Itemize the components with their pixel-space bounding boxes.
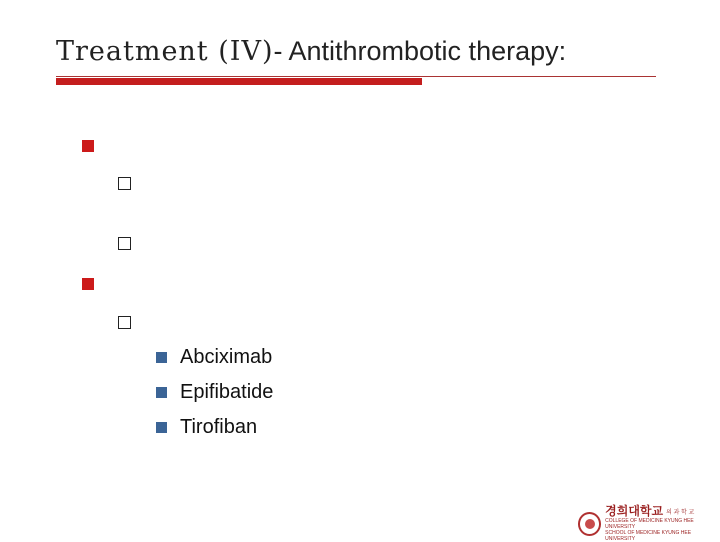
red-square-bullet-icon: [82, 140, 94, 152]
logo-university-name: 경희대학교: [605, 504, 664, 518]
blue-square-bullet-icon: [156, 387, 167, 398]
slide-title: [56, 36, 566, 67]
logo-side-text: 의 과 학 교: [666, 510, 695, 516]
title-accent-bar: [56, 78, 422, 85]
title-main: Treatment (IV): [56, 36, 274, 67]
drug-list-item: [156, 416, 257, 439]
university-seal-icon: [578, 512, 601, 536]
drug-list-item: [156, 346, 272, 369]
blue-square-bullet-icon: [156, 352, 167, 363]
university-logo: [578, 505, 720, 542]
logo-subtitle-2: SCHOOL OF MEDICINE KYUNG HEE UNIVERSITY: [605, 530, 692, 542]
hollow-square-bullet-icon: [118, 316, 131, 329]
drug-name: Tirofiban: [180, 416, 258, 438]
drug-name: Abciximab: [180, 346, 273, 368]
hollow-square-bullet-icon: [118, 237, 131, 250]
logo-subtitle-1: COLLEGE OF MEDICINE KYUNG HEE UNIVERSITY: [605, 518, 694, 530]
logo-text: [605, 505, 720, 542]
title-subtitle: - Antithrombotic therapy:: [273, 36, 567, 66]
red-square-bullet-icon: [82, 278, 94, 290]
blue-square-bullet-icon: [156, 422, 167, 433]
title-divider-line: [56, 76, 656, 77]
drug-name: Epifibatide: [180, 381, 274, 403]
drug-list-item: [156, 381, 273, 404]
hollow-square-bullet-icon: [118, 177, 131, 190]
